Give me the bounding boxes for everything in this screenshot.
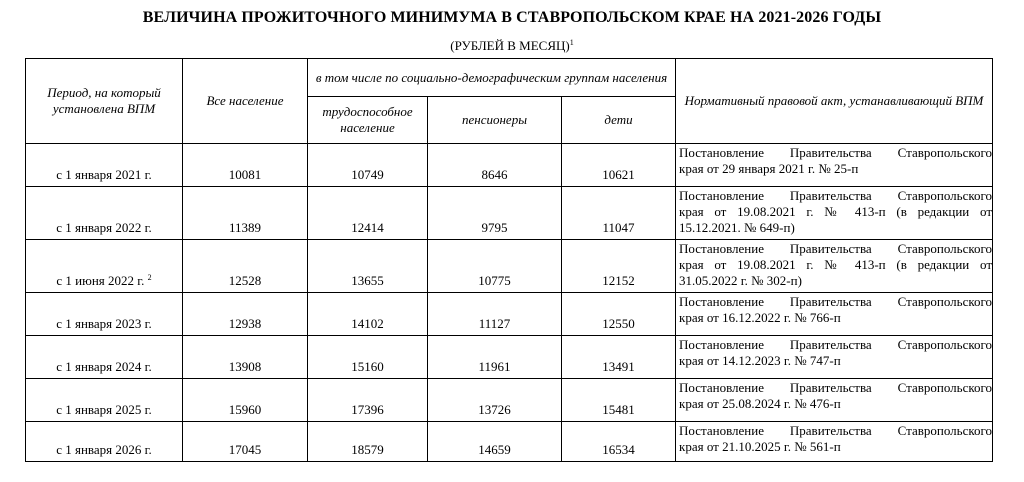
period-text: с 1 июня 2022 г. [56,273,145,288]
cell-working-population: 17396 [308,379,428,422]
header-period: Период, на который установлена ВПМ [26,59,183,144]
legal-act-line: края от 29 января 2021 г. № 25-п [679,161,859,176]
cell-all-population: 17045 [183,422,308,462]
subsistence-minimum-table [25,58,993,462]
period-text: с 1 января 2023 г. [56,316,152,331]
cell-children: 12550 [562,293,676,336]
cell-children: 10621 [562,144,676,187]
header-working-population: трудоспособное население [308,97,428,144]
legal-act-line: 31.05.2022 г. № 302-п) [679,273,802,288]
page-subtitle [0,38,1024,54]
cell-pensioners: 9795 [428,187,562,240]
cell-pensioners: 14659 [428,422,562,462]
table-row [26,144,993,187]
period-text: с 1 января 2026 г. [56,442,152,457]
cell-legal-act [676,240,993,293]
cell-pensioners: 11961 [428,336,562,379]
legal-act-line: края от 25.08.2024 г. № 476-п [679,396,841,411]
legal-act-line: Постановление Правительства Ставропольского [679,145,993,160]
cell-children: 12152 [562,240,676,293]
table-row [26,187,993,240]
cell-legal-act [676,379,993,422]
cell-period [26,422,183,462]
cell-working-population: 14102 [308,293,428,336]
cell-working-population: 15160 [308,336,428,379]
legal-act-line: Постановление Правительства Ставропольского [679,294,993,309]
cell-children: 11047 [562,187,676,240]
cell-working-population: 18579 [308,422,428,462]
subtitle-text: (РУБЛЕЙ В МЕСЯЦ) [450,38,570,53]
period-text: с 1 января 2022 г. [56,220,152,235]
legal-act-line: края от 19.08.2021 г. № 413-п (в редакции от [679,257,993,272]
table-row [26,379,993,422]
table-row [26,336,993,379]
cell-pensioners: 10775 [428,240,562,293]
legal-act-line: края от 19.08.2021 г. № 413-п (в редакции от [679,204,993,219]
cell-working-population: 12414 [308,187,428,240]
legal-act-line: Постановление Правительства Ставропольского [679,423,993,438]
cell-pensioners: 11127 [428,293,562,336]
legal-act-line: Постановление Правительства Ставропольского [679,188,993,203]
cell-all-population: 10081 [183,144,308,187]
cell-all-population: 12938 [183,293,308,336]
period-text: с 1 января 2025 г. [56,402,152,417]
legal-act-line: края от 14.12.2023 г. № 747-п [679,353,841,368]
page-title: ВЕЛИЧИНА ПРОЖИТОЧНОГО МИНИМУМА В СТАВРОПОЛЬСКОМ КРАЕ НА 2021-2026 ГОДЫ [142,9,882,26]
cell-legal-act [676,293,993,336]
cell-children: 16534 [562,422,676,462]
cell-working-population: 13655 [308,240,428,293]
cell-period [26,240,183,293]
table-body [26,144,993,462]
cell-pensioners: 13726 [428,379,562,422]
cell-legal-act [676,422,993,462]
cell-legal-act [676,187,993,240]
header-children: дети [562,97,676,144]
table-row [26,293,993,336]
legal-act-line: края от 21.10.2025 г. № 561-п [679,439,841,454]
cell-pensioners: 8646 [428,144,562,187]
cell-all-population: 12528 [183,240,308,293]
cell-period [26,293,183,336]
header-all-population: Все население [183,59,308,144]
cell-children: 13491 [562,336,676,379]
period-text: с 1 января 2024 г. [56,359,152,374]
cell-legal-act [676,144,993,187]
legal-act-line: 15.12.2021. № 649-п) [679,220,795,235]
header-pensioners: пенсионеры [428,97,562,144]
header-legal-act: Нормативный правовой акт, устанавливающий ВПМ [676,59,993,144]
cell-all-population: 11389 [183,187,308,240]
table-row [26,240,993,293]
cell-children: 15481 [562,379,676,422]
legal-act-line: Постановление Правительства Ставропольского [679,380,993,395]
cell-working-population: 10749 [308,144,428,187]
cell-legal-act [676,336,993,379]
cell-period [26,187,183,240]
period-text: с 1 января 2021 г. [56,167,152,182]
cell-period [26,144,183,187]
subtitle-footnote: 1 [569,38,574,47]
header-groups: в том числе по социально-демографическим группам населения [308,59,676,97]
legal-act-line: Постановление Правительства Ставропольского [679,337,993,352]
cell-all-population: 15960 [183,379,308,422]
cell-period [26,336,183,379]
period-footnote: 2 [147,273,152,282]
table-row [26,422,993,462]
legal-act-line: Постановление Правительства Ставропольского [679,241,993,256]
cell-period [26,379,183,422]
legal-act-line: края от 16.12.2022 г. № 766-п [679,310,841,325]
cell-all-population: 13908 [183,336,308,379]
